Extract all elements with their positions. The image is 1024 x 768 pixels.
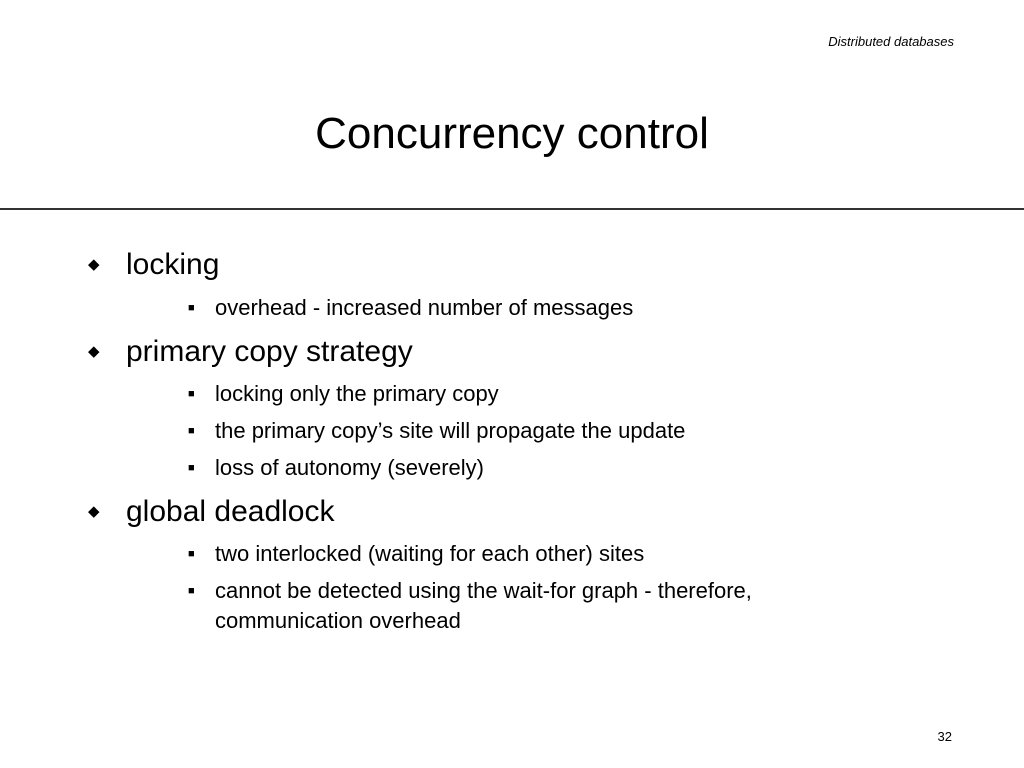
sub-bullet-item: [188, 539, 855, 569]
bullet-item-global-deadlock: [88, 496, 335, 528]
sub-bullet-item: [188, 576, 855, 636]
bullet-item-locking: [88, 249, 219, 281]
diamond-bullet-icon: ◆: [88, 343, 100, 360]
diamond-bullet-icon: ◆: [88, 256, 100, 273]
square-bullet-icon: ■: [188, 548, 195, 560]
sub-bullet-text: loss of autonomy (severely): [215, 455, 484, 480]
bullet-item-primary-copy-strategy: [88, 336, 413, 368]
sub-bullet-text: locking only the primary copy: [215, 381, 499, 406]
square-bullet-icon: ■: [188, 462, 195, 474]
diamond-bullet-icon: ◆: [88, 503, 100, 520]
square-bullet-icon: ■: [188, 425, 195, 437]
bullet-text: global deadlock: [126, 495, 335, 528]
sub-bullet-text: cannot be detected using the wait-for graph - therefore, communication overhead: [215, 578, 752, 633]
square-bullet-icon: ■: [188, 585, 195, 597]
square-bullet-icon: ■: [188, 302, 195, 314]
sub-bullet-text: the primary copy’s site will propagate the update: [215, 418, 686, 443]
sub-bullet-item: [188, 379, 855, 409]
sub-bullet-item: [188, 416, 855, 446]
square-bullet-icon: ■: [188, 388, 195, 400]
header-note: Distributed databases: [828, 34, 954, 49]
slide-title: Concurrency control: [315, 109, 709, 158]
sub-bullet-item: [188, 453, 855, 483]
sub-bullet-text: two interlocked (waiting for each other) sites: [215, 541, 645, 566]
sub-bullet-item: [188, 293, 855, 323]
bullet-text: locking: [126, 248, 220, 281]
page-number: 32: [937, 729, 952, 744]
sub-bullet-text: overhead - increased number of messages: [215, 295, 634, 320]
bullet-text: primary copy strategy: [126, 335, 413, 368]
